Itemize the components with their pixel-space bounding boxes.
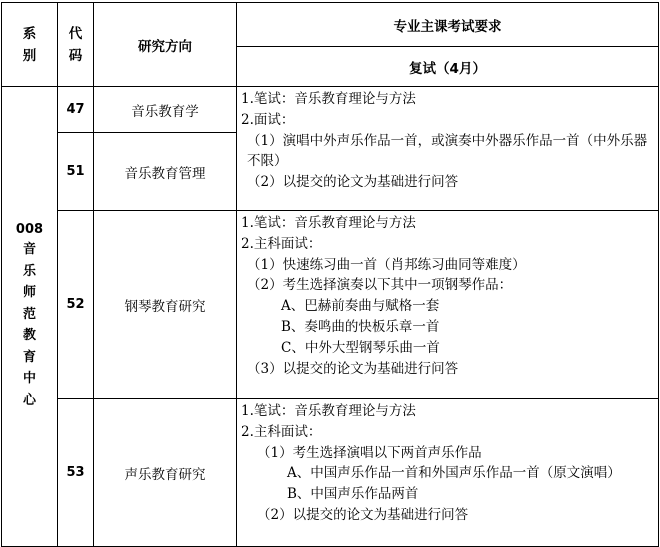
department-name-char: 教 [22, 328, 36, 343]
header-department [2, 3, 58, 87]
requirement-line: （2）以提交的论文为基础进行问答 [257, 506, 469, 523]
department-name-char: 中 [22, 371, 36, 386]
row-direction: 音乐教育学 [94, 87, 237, 133]
header-code-char: 码 [68, 47, 83, 64]
department-name-char: 乐 [22, 263, 36, 279]
department-name-char: 心 [22, 392, 36, 408]
requirement-line: 1.笔试：音乐教育理论与方法 [241, 403, 416, 419]
exam-requirements-table-wrapper [1, 2, 659, 547]
row-direction: 声乐教育研究 [94, 399, 237, 547]
row-direction: 钢琴教育研究 [94, 211, 237, 399]
header-requirements: 专业主课考试要求 [237, 3, 659, 47]
requirements-group-1 [237, 87, 659, 211]
requirement-line: B、奏鸣曲的快板乐章一首 [281, 318, 440, 335]
requirement-line: C、中外大型钢琴乐曲一首 [281, 339, 440, 356]
requirement-line: 2.主科面试： [241, 423, 322, 440]
exam-requirements-table [1, 2, 659, 547]
requirement-line: A、巴赫前奏曲与赋格一套 [281, 298, 440, 315]
requirement-line: （1）演唱中外声乐作品一首，或演奏中外器乐作品一首（中外乐器不限） [247, 132, 648, 170]
row-code: 53 [58, 399, 94, 547]
department-name-char: 音 [22, 242, 36, 257]
requirement-line: （1）快速练习曲一首（肖邦练习曲同等难度） [247, 256, 526, 273]
department-name-char: 范 [22, 306, 36, 322]
requirement-line: （2）考生选择演奏以下其中一项钢琴作品： [247, 277, 513, 294]
header-retest: 复试（4月） [237, 47, 659, 87]
department-name-char: 育 [22, 349, 36, 365]
row-direction: 音乐教育管理 [94, 133, 237, 211]
requirement-line: 2.面试： [241, 111, 295, 128]
header-department-char: 别 [22, 47, 37, 64]
row-code: 47 [58, 87, 94, 133]
row-code: 52 [58, 211, 94, 399]
header-code-char: 代 [68, 25, 83, 42]
requirement-line: （3）以提交的论文为基础进行问答 [247, 360, 459, 377]
requirement-line: （2）以提交的论文为基础进行问答 [247, 174, 459, 191]
requirements-group-3 [237, 399, 659, 547]
requirement-line: B、中国声乐作品两首 [287, 486, 419, 503]
requirement-line: 2.主科面试： [241, 235, 322, 252]
requirement-line: A、中国声乐作品一首和外国声乐作品一首（原文演唱） [287, 465, 621, 482]
row-code: 51 [58, 133, 94, 211]
requirement-line: 1.笔试：音乐教育理论与方法 [241, 215, 416, 231]
header-code [58, 3, 94, 87]
department-cell [2, 87, 58, 547]
header-department-char: 系 [22, 25, 37, 42]
requirement-line: （1）考生选择演唱以下两首声乐作品 [257, 444, 482, 461]
header-direction: 研究方向 [94, 3, 237, 87]
department-code: 008 [15, 222, 44, 237]
requirement-line: 1.笔试：音乐教育理论与方法 [241, 91, 416, 107]
requirements-group-2 [237, 211, 659, 399]
department-name-char: 师 [22, 285, 36, 300]
